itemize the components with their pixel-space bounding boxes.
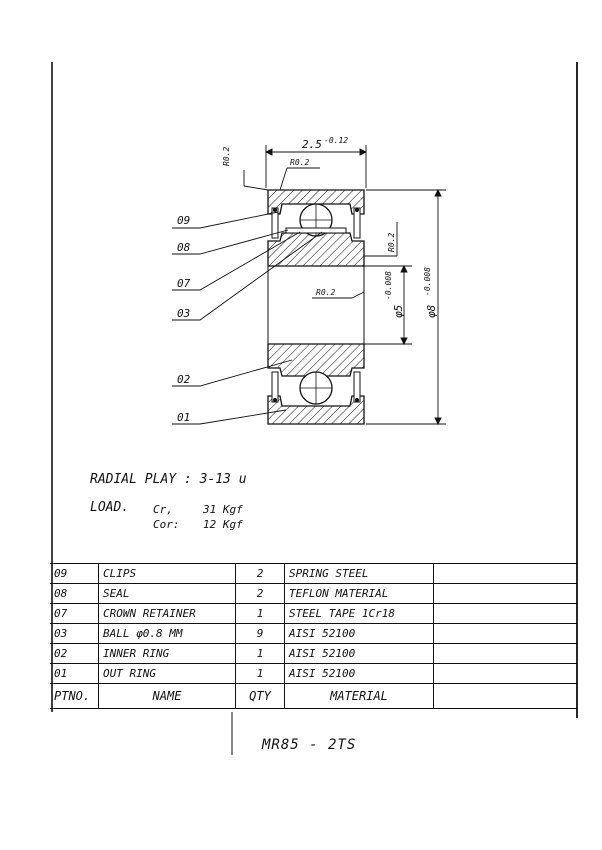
part-blank — [434, 624, 578, 644]
part-blank — [434, 664, 578, 684]
part-material: AISI 52100 — [285, 664, 434, 684]
part-name: INNER RING — [99, 644, 236, 664]
part-material: TEFLON MATERIAL — [285, 584, 434, 604]
callout-03: 03 — [177, 307, 191, 320]
cr-value: 31 Kgf — [203, 503, 243, 516]
bearing-top-half — [268, 190, 364, 266]
cor-value: 12 Kgf — [203, 518, 243, 531]
table-row — [50, 664, 577, 684]
retainer-top — [286, 228, 346, 233]
seal-left-bottom — [272, 372, 278, 402]
bearing-bottom-half — [268, 344, 364, 424]
part-no: 03 — [50, 624, 99, 644]
part-no: 08 — [50, 584, 99, 604]
part-qty: 2 — [236, 584, 285, 604]
part-qty: 9 — [236, 624, 285, 644]
part-material: AISI 52100 — [285, 624, 434, 644]
part-qty: 2 — [236, 564, 285, 584]
callout-07: 07 — [177, 277, 191, 290]
dim-radius-bore: R0.2 — [316, 288, 336, 297]
part-number-title: MR85 - 2TS — [262, 737, 357, 753]
seal-right-bottom — [354, 372, 360, 402]
dim-radius-right: R0.2 — [387, 232, 396, 252]
table-row — [50, 604, 577, 624]
part-name: CLIPS — [99, 564, 236, 584]
part-qty: 1 — [236, 664, 285, 684]
inner-ring-bottom — [268, 344, 364, 376]
part-blank — [434, 604, 578, 624]
header-no: PTNO. — [50, 684, 99, 709]
part-no: 02 — [50, 644, 99, 664]
table-row — [50, 624, 577, 644]
dim-outer-diameter: φ8 — [425, 304, 438, 318]
part-name: CROWN RETAINER — [99, 604, 236, 624]
part-no: 07 — [50, 604, 99, 624]
part-name: SEAL — [99, 584, 236, 604]
table-row — [50, 564, 577, 584]
part-blank — [434, 564, 578, 584]
cr-label: Cr, — [153, 503, 173, 516]
parts-table — [50, 563, 577, 709]
header-qty: QTY — [236, 684, 285, 709]
table-row — [50, 584, 577, 604]
part-blank — [434, 584, 578, 604]
table-row — [50, 644, 577, 664]
callout-01: 01 — [177, 411, 191, 424]
dim-radius-top-left: R0.2 — [222, 146, 231, 166]
part-material: AISI 52100 — [285, 644, 434, 664]
seal-right-top — [354, 208, 360, 238]
cor-label: Cor: — [153, 518, 180, 531]
part-no: 01 — [50, 664, 99, 684]
callout-09: 09 — [177, 214, 191, 227]
header-name: NAME — [99, 684, 236, 709]
header-blank — [434, 684, 578, 709]
part-material: STEEL TAPE 1Cr18 — [285, 604, 434, 624]
dim-bore-diameter: φ5 — [392, 304, 405, 318]
table-header-row — [50, 684, 577, 709]
header-material: MATERIAL — [285, 684, 434, 709]
part-material: SPRING STEEL — [285, 564, 434, 584]
part-name: BALL φ0.8 MM — [99, 624, 236, 644]
part-blank — [434, 644, 578, 664]
callout-02: 02 — [177, 373, 191, 386]
part-qty: 1 — [236, 644, 285, 664]
dim-width-tolerance: -0.12 — [324, 136, 349, 145]
load-label: LOAD. — [90, 500, 130, 515]
part-qty: 1 — [236, 604, 285, 624]
dim-outer-tolerance: -0.008 — [423, 267, 432, 296]
radial-play: RADIAL PLAY : 3-13 u — [90, 472, 247, 487]
dim-width: 2.5 — [302, 138, 322, 151]
part-no: 09 — [50, 564, 99, 584]
dim-radius-top: R0.2 — [290, 158, 310, 167]
callout-08: 08 — [177, 241, 191, 254]
dim-bore-tolerance: -0.008 — [384, 271, 393, 300]
part-name: OUT RING — [99, 664, 236, 684]
